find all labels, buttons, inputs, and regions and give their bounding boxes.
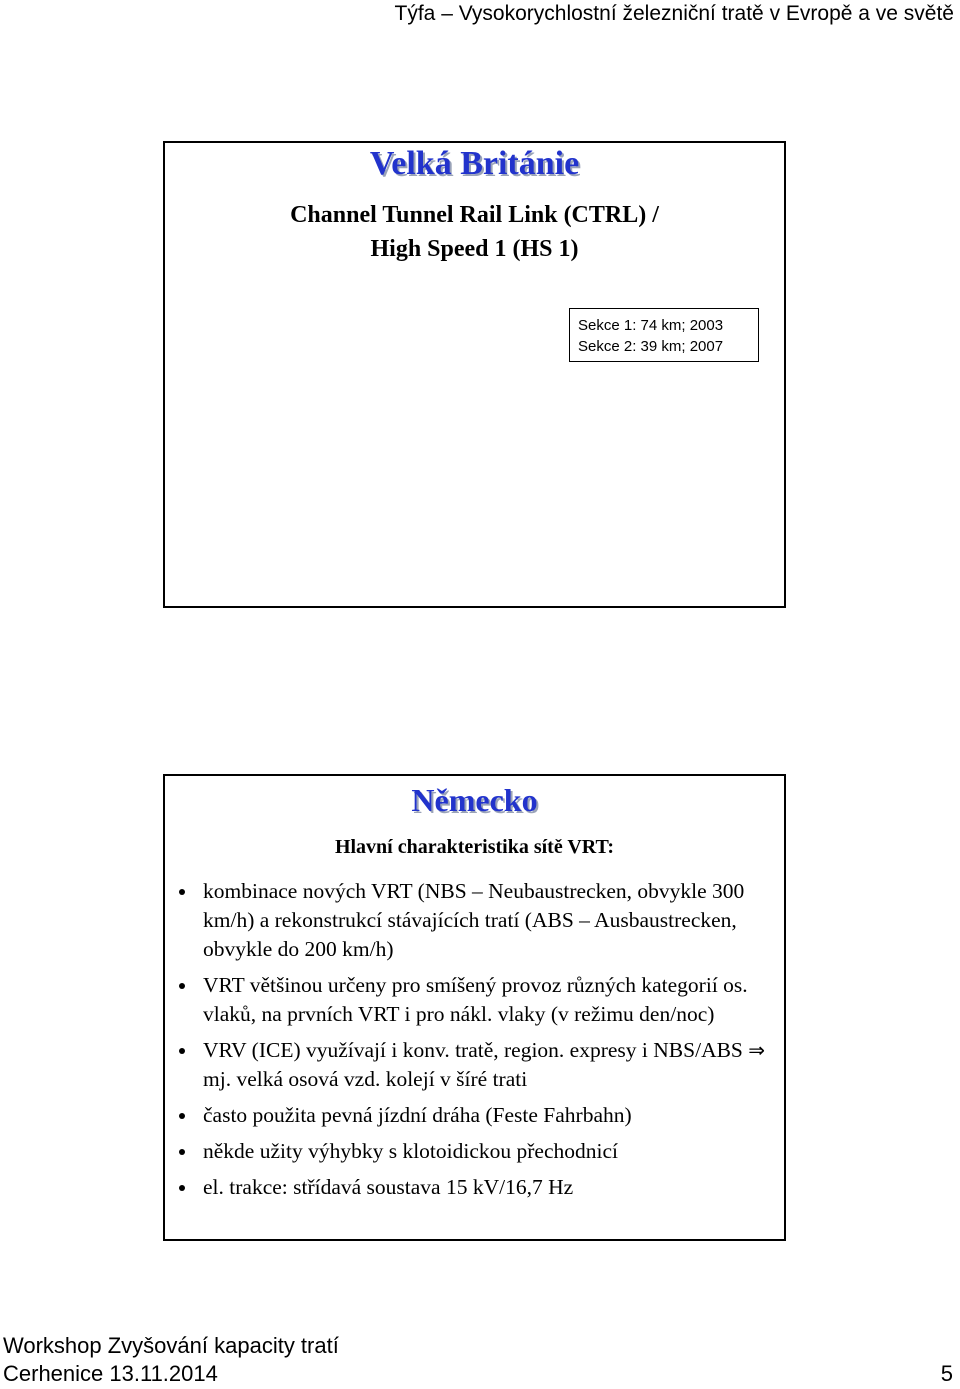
slide-nemecko xyxy=(163,774,786,1241)
list-item-text: často použita pevná jízdní dráha (Feste Fahrbahn) xyxy=(203,1103,632,1127)
sekce-line-2: Sekce 2: 39 km; 2007 xyxy=(578,338,724,355)
list-item-text: VRV (ICE) využívají i konv. tratě, region. expresy i NBS/ABS xyxy=(203,1038,743,1062)
footer-line-2 xyxy=(3,1360,953,1388)
list-item-text: kombinace nových VRT (NBS – Neubaustrecken, obvykle 300 km/h) a rekonstrukcí stávajících tratí (ABS – Ausbaustrecken, obvykle do 200 km/h) xyxy=(203,879,745,961)
bullet-icon xyxy=(179,889,185,895)
sekce-info-box xyxy=(569,308,759,362)
subtitle-line-2: High Speed 1 (HS 1) xyxy=(370,236,579,262)
list-item xyxy=(179,877,769,964)
bullet-icon xyxy=(179,1149,185,1155)
bullet-list xyxy=(179,877,769,1209)
list-item-text-continuation: mj. velká osová vzd. kolejí v šíré trati xyxy=(203,1067,528,1091)
slide-title: Velká Británie xyxy=(369,145,580,182)
footer-workshop: Workshop Zvyšování kapacity tratí xyxy=(3,1333,339,1358)
sekce-line-1: Sekce 1: 74 km; 2003 xyxy=(578,317,724,334)
slide-subtitle: Hlavní charakteristika sítě VRT: xyxy=(334,836,615,858)
bullet-icon xyxy=(179,1113,185,1119)
page-header: Týfa – Vysokorychlostní železniční tratě v Evropě a ve světě xyxy=(394,2,954,25)
slide-velka-britanie xyxy=(163,141,786,608)
list-item xyxy=(179,1036,769,1094)
list-item xyxy=(179,1137,769,1166)
slide-subtitle xyxy=(165,198,784,266)
double-right-arrow-icon: ⇒ xyxy=(748,1038,766,1062)
footer-location-date: Cerhenice 13.11.2014 xyxy=(3,1361,218,1386)
list-item-text: el. trakce: střídavá soustava 15 kV/16,7 Hz xyxy=(203,1175,574,1199)
list-item-text: VRT většinou určeny pro smíšený provoz různých kategorií os. vlaků, na prvních VRT i pro nákl. vlaky (v režimu den/noc) xyxy=(203,973,748,1026)
bullet-icon xyxy=(179,983,185,989)
page-number: 5 xyxy=(940,1361,953,1386)
list-item xyxy=(179,1173,769,1202)
list-item-text: někde užity výhybky s klotoidickou přechodnicí xyxy=(203,1139,618,1163)
slide-title: Německo xyxy=(411,782,538,818)
bullet-icon xyxy=(179,1185,185,1191)
page-footer xyxy=(3,1332,953,1388)
list-item xyxy=(179,971,769,1029)
bullet-icon xyxy=(179,1048,185,1054)
list-item xyxy=(179,1101,769,1130)
subtitle-line-1: Channel Tunnel Rail Link (CTRL) / xyxy=(290,202,659,228)
